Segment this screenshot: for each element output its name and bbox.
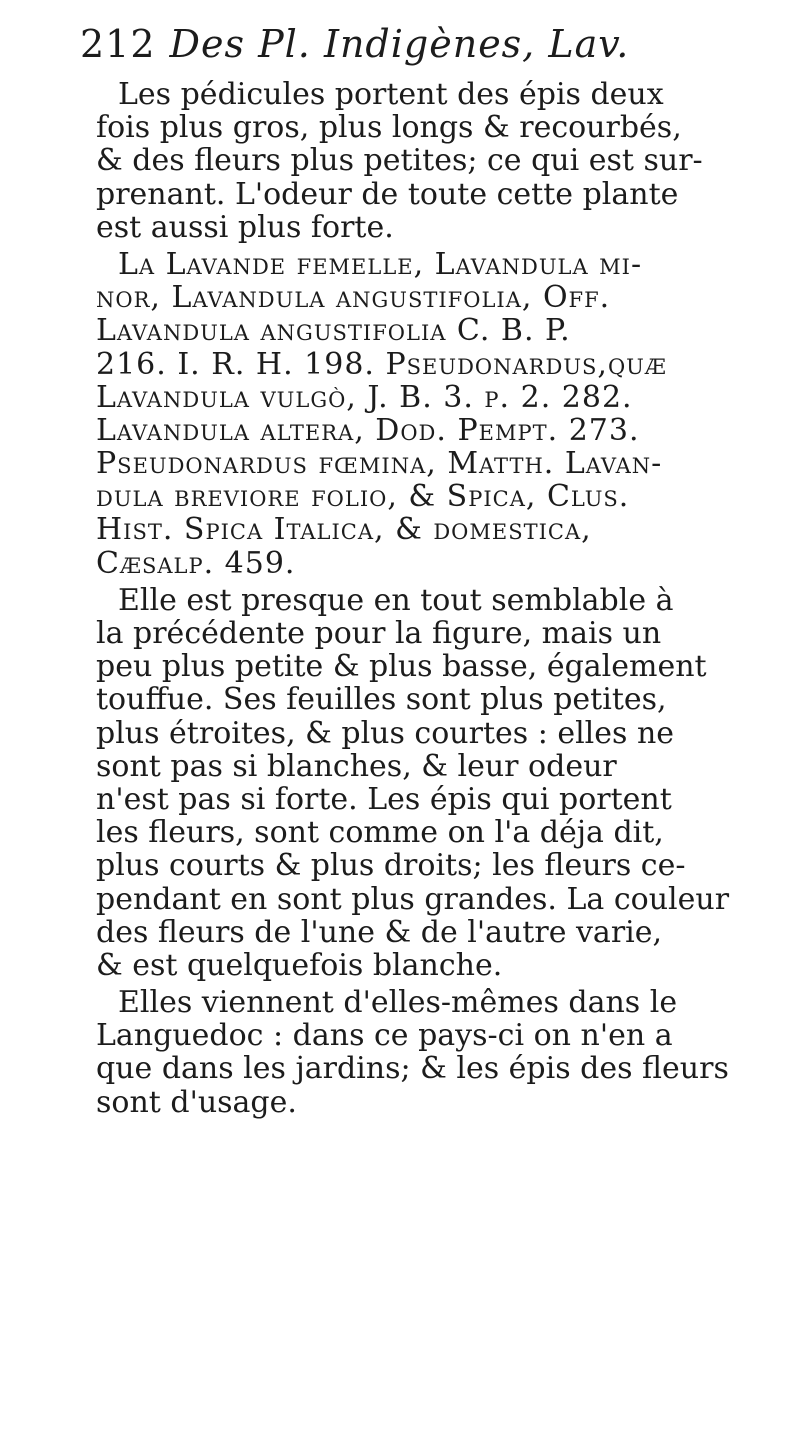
text-line: touffue. Ses feuilles sont plus petites,	[96, 682, 667, 718]
text-line: & des fleurs plus petites; ce qui est sur-	[96, 143, 703, 179]
text-line: 216. I. R. H. 198. Pseudonardus,quæ	[96, 346, 667, 382]
text-line: fois plus gros, plus longs & recourbés,	[96, 110, 682, 146]
text-line: la précédente pour la figure, mais un	[96, 616, 662, 651]
text-line: sont pas si blanches, & leur odeur	[96, 748, 617, 784]
text-line: n'est pas si forte. Les épis qui portent	[96, 781, 672, 817]
text-line: Languedoc : dans ce pays-ci on n'en a	[96, 1018, 673, 1054]
text-body	[96, 78, 796, 1119]
text-line: Les pédicules portent des épis deux	[118, 77, 664, 112]
text-line: nor, Lavandula angustifolia, Off.	[96, 280, 611, 316]
text-line: Hist. Spica Italica, & domestica,	[96, 512, 592, 548]
text-line: Lavandula altera, Dod. Pempt. 273.	[96, 412, 640, 448]
text-line: les fleurs, sont comme on l'a déja dit,	[96, 815, 664, 851]
text-line: dula breviore folio, & Spica, Clus.	[96, 479, 630, 515]
text-line: plus étroites, & plus courtes : elles ne	[96, 715, 675, 751]
text-line: pendant en sont plus grandes. La couleur	[96, 881, 730, 917]
text-line: La Lavande femelle, Lavandula mi-	[118, 246, 643, 282]
text-line: & est quelquefois blanche.	[96, 947, 503, 983]
text-line: Lavandula angustifolia C. B. P.	[96, 313, 571, 349]
text-line: plus courts & plus droits; les fleurs ce-	[96, 848, 686, 884]
running-title: Des Pl. Indigènes, Lav.	[169, 22, 630, 66]
text-line: Elle est presque en tout semblable à	[118, 582, 674, 618]
text-line: Elles viennent d'elles-mêmes dans le	[118, 985, 678, 1021]
text-line: Lavandula vulgò, J. B. 3. p. 2. 282.	[96, 379, 633, 415]
text-line: est aussi plus forte.	[96, 209, 394, 245]
text-line: sont d'usage.	[96, 1084, 297, 1120]
text-line: peu plus petite & plus basse, également	[96, 649, 707, 685]
text-line: Cæsalp. 459.	[96, 545, 296, 581]
page-number: 212	[80, 22, 156, 66]
text-line: Pseudonardus fœmina, Matth. Lavan-	[96, 446, 663, 482]
running-header	[80, 22, 629, 66]
text-line: des fleurs de l'une & de l'autre varie,	[96, 914, 663, 950]
text-line: prenant. L'odeur de toute cette plante	[96, 176, 679, 212]
text-line: que dans les jardins; & les épis des fleurs	[96, 1051, 729, 1087]
